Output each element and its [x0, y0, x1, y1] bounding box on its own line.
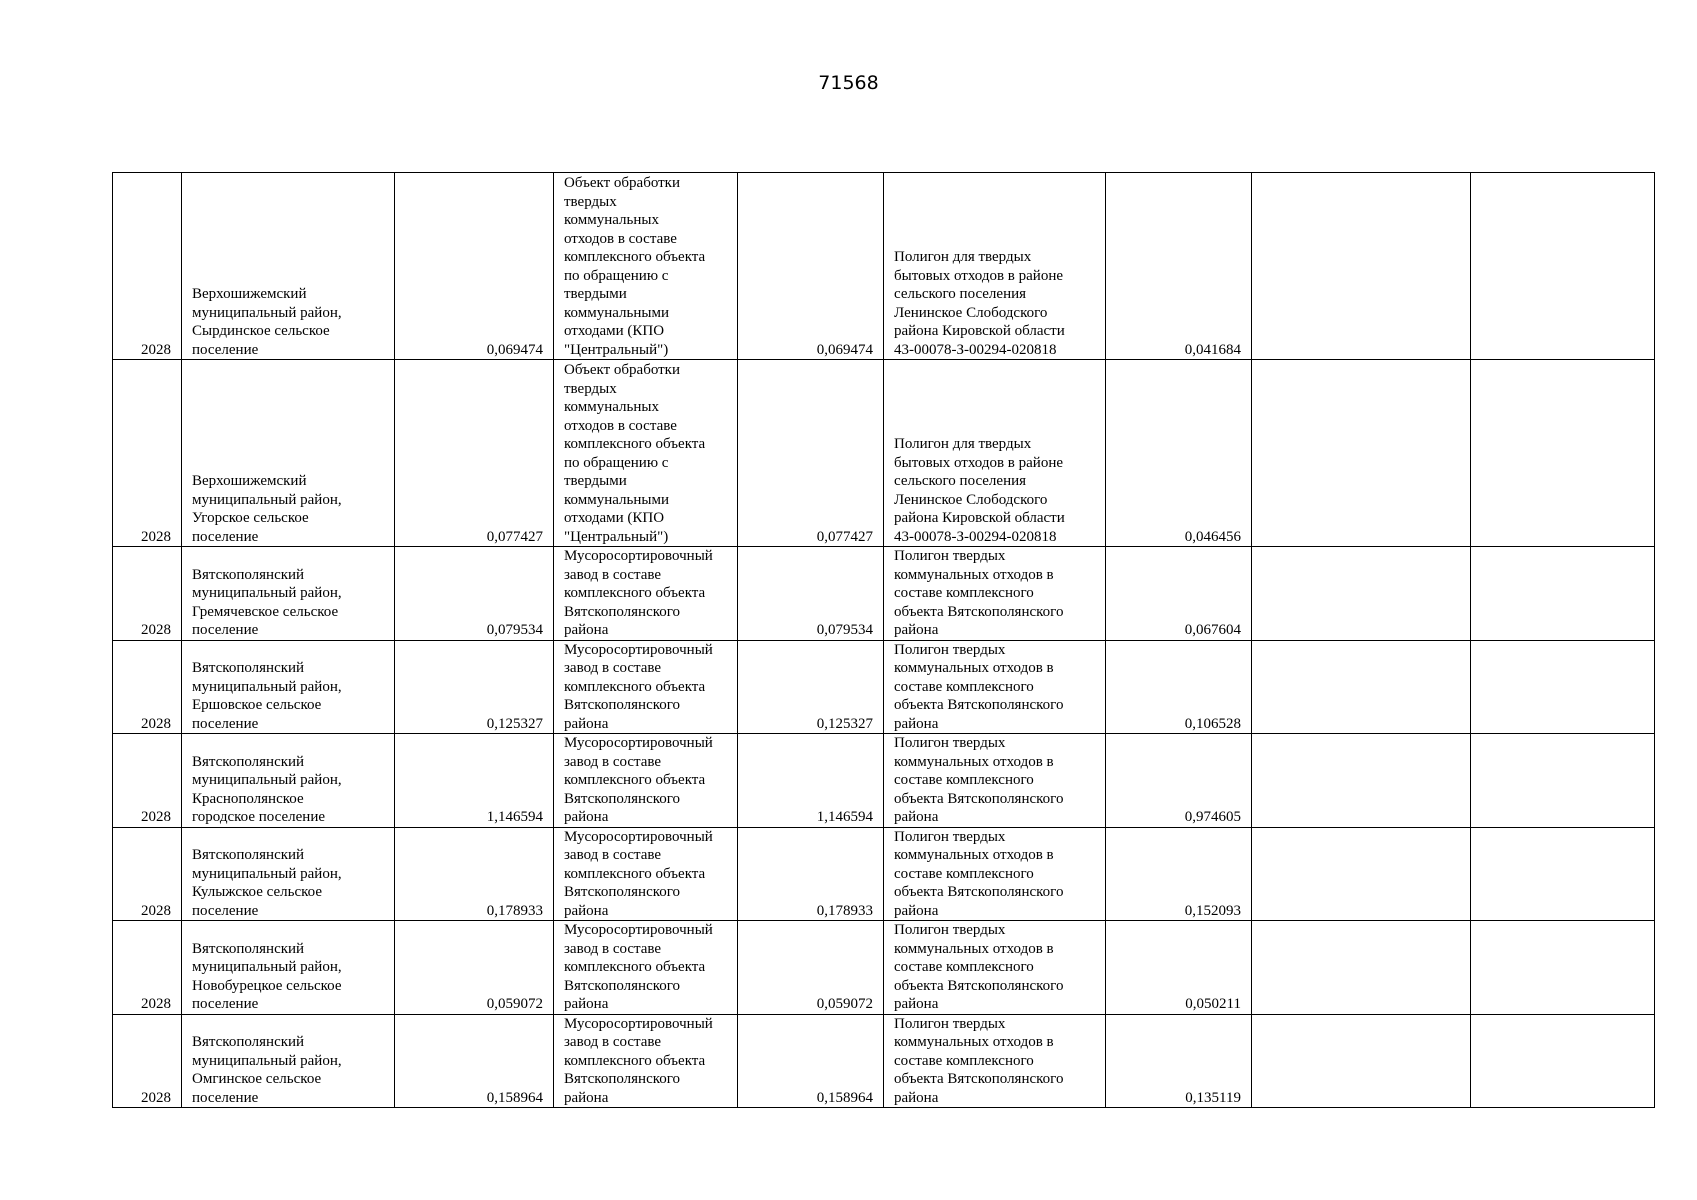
disposal-cell: Полигон твердых коммунальных отходов в составе комплексного объекта Вятскополянского района [884, 921, 1106, 1015]
extra-1-cell [1252, 921, 1471, 1015]
volume-1-cell: 0,077427 [395, 360, 554, 547]
disposal-cell: Полигон твердых коммунальных отходов в составе комплексного объекта Вятскополянского района [884, 1014, 1106, 1108]
volume-2-cell: 0,079534 [738, 547, 884, 641]
volume-1-cell: 0,069474 [395, 173, 554, 360]
page-number: 71568 [818, 72, 879, 94]
extra-1-cell [1252, 640, 1471, 734]
year-cell: 2028 [113, 547, 182, 641]
volume-2-cell: 0,158964 [738, 1014, 884, 1108]
year-cell: 2028 [113, 360, 182, 547]
waste-flow-table [112, 172, 1655, 1108]
facility-cell: Объект обработки твердых коммунальных отходов в составе комплексного объекта по обращению с твердыми коммунальными отходами (КПО "Центральный") [554, 173, 738, 360]
volume-1-cell: 0,079534 [395, 547, 554, 641]
volume-3-cell: 0,135119 [1106, 1014, 1252, 1108]
extra-2-cell [1471, 734, 1655, 828]
table-row [113, 827, 1655, 921]
volume-1-cell: 0,158964 [395, 1014, 554, 1108]
municipality-cell: Вятскополянский муниципальный район, Гремячевское сельское поселение [182, 547, 395, 641]
facility-cell: Мусоросортировочный завод в составе комплексного объекта Вятскополянского района [554, 921, 738, 1015]
extra-1-cell [1252, 360, 1471, 547]
volume-3-cell: 0,106528 [1106, 640, 1252, 734]
municipality-cell: Вятскополянский муниципальный район, Ершовское сельское поселение [182, 640, 395, 734]
volume-1-cell: 0,059072 [395, 921, 554, 1015]
extra-2-cell [1471, 640, 1655, 734]
extra-1-cell [1252, 1014, 1471, 1108]
extra-2-cell [1471, 1014, 1655, 1108]
disposal-cell: Полигон твердых коммунальных отходов в составе комплексного объекта Вятскополянского района [884, 827, 1106, 921]
extra-2-cell [1471, 360, 1655, 547]
volume-3-cell: 0,050211 [1106, 921, 1252, 1015]
table-row [113, 173, 1655, 360]
extra-1-cell [1252, 734, 1471, 828]
municipality-cell: Вятскополянский муниципальный район, Омгинское сельское поселение [182, 1014, 395, 1108]
year-cell: 2028 [113, 640, 182, 734]
volume-2-cell: 0,178933 [738, 827, 884, 921]
disposal-cell: Полигон для твердых бытовых отходов в районе сельского поселения Ленинское Слободского района Кировской области 43-00078-З-00294-020818 [884, 360, 1106, 547]
table-row [113, 734, 1655, 828]
municipality-cell: Верхошижемский муниципальный район, Угорское сельское поселение [182, 360, 395, 547]
facility-cell: Мусоросортировочный завод в составе комплексного объекта Вятскополянского района [554, 640, 738, 734]
volume-2-cell: 0,059072 [738, 921, 884, 1015]
facility-cell: Мусоросортировочный завод в составе комплексного объекта Вятскополянского района [554, 827, 738, 921]
municipality-cell: Вятскополянский муниципальный район, Новобурецкое сельское поселение [182, 921, 395, 1015]
table-row [113, 1014, 1655, 1108]
extra-2-cell [1471, 547, 1655, 641]
facility-cell: Мусоросортировочный завод в составе комплексного объекта Вятскополянского района [554, 1014, 738, 1108]
year-cell: 2028 [113, 827, 182, 921]
volume-3-cell: 0,974605 [1106, 734, 1252, 828]
volume-3-cell: 0,041684 [1106, 173, 1252, 360]
municipality-cell: Верхошижемский муниципальный район, Сырдинское сельское поселение [182, 173, 395, 360]
volume-1-cell: 1,146594 [395, 734, 554, 828]
table-row [113, 921, 1655, 1015]
municipality-cell: Вятскополянский муниципальный район, Краснополянское городское поселение [182, 734, 395, 828]
extra-2-cell [1471, 173, 1655, 360]
municipality-cell: Вятскополянский муниципальный район, Кулыжское сельское поселение [182, 827, 395, 921]
facility-cell: Мусоросортировочный завод в составе комплексного объекта Вятскополянского района [554, 734, 738, 828]
extra-1-cell [1252, 173, 1471, 360]
facility-cell: Мусоросортировочный завод в составе комплексного объекта Вятскополянского района [554, 547, 738, 641]
volume-3-cell: 0,067604 [1106, 547, 1252, 641]
extra-2-cell [1471, 827, 1655, 921]
year-cell: 2028 [113, 173, 182, 360]
volume-1-cell: 0,178933 [395, 827, 554, 921]
volume-2-cell: 0,069474 [738, 173, 884, 360]
volume-2-cell: 0,125327 [738, 640, 884, 734]
year-cell: 2028 [113, 921, 182, 1015]
disposal-cell: Полигон твердых коммунальных отходов в составе комплексного объекта Вятскополянского района [884, 547, 1106, 641]
table-row [113, 360, 1655, 547]
volume-2-cell: 0,077427 [738, 360, 884, 547]
year-cell: 2028 [113, 1014, 182, 1108]
extra-1-cell [1252, 547, 1471, 641]
volume-3-cell: 0,152093 [1106, 827, 1252, 921]
table-row [113, 640, 1655, 734]
extra-2-cell [1471, 921, 1655, 1015]
volume-2-cell: 1,146594 [738, 734, 884, 828]
disposal-cell: Полигон твердых коммунальных отходов в составе комплексного объекта Вятскополянского района [884, 734, 1106, 828]
disposal-cell: Полигон твердых коммунальных отходов в составе комплексного объекта Вятскополянского района [884, 640, 1106, 734]
volume-1-cell: 0,125327 [395, 640, 554, 734]
facility-cell: Объект обработки твердых коммунальных отходов в составе комплексного объекта по обращению с твердыми коммунальными отходами (КПО "Центральный") [554, 360, 738, 547]
table-row [113, 547, 1655, 641]
year-cell: 2028 [113, 734, 182, 828]
extra-1-cell [1252, 827, 1471, 921]
disposal-cell: Полигон для твердых бытовых отходов в районе сельского поселения Ленинское Слободского района Кировской области 43-00078-З-00294-020818 [884, 173, 1106, 360]
volume-3-cell: 0,046456 [1106, 360, 1252, 547]
